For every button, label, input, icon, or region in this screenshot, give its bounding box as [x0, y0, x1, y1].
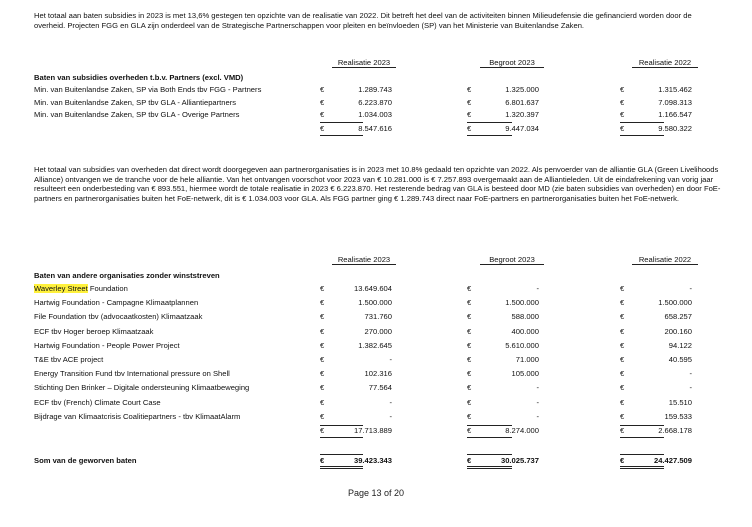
- sum-underline: [620, 437, 664, 438]
- value-r2023: -: [389, 355, 392, 364]
- currency-symbol: €: [320, 426, 325, 435]
- currency-symbol: €: [620, 124, 625, 133]
- currency-symbol: €: [467, 411, 472, 421]
- currency-symbol: €: [620, 326, 625, 336]
- value-b2023: 30.025.737: [500, 456, 539, 465]
- highlighted-label-text: Waverley Street: [34, 284, 88, 293]
- table-row: [34, 397, 724, 408]
- header-realisatie-2022: Realisatie 2022: [632, 58, 698, 68]
- row-label: Energy Transition Fund tbv International pressure on Shell: [34, 369, 230, 379]
- currency-symbol: €: [467, 397, 472, 407]
- currency-symbol: €: [467, 298, 472, 308]
- sum-underline: [467, 437, 512, 438]
- value-b2023: 105.000: [511, 369, 539, 379]
- value-r2022: 40.595: [668, 355, 692, 364]
- value-b2023: -: [536, 411, 539, 421]
- double-underline: [620, 466, 664, 469]
- table1-total-row: [34, 123, 724, 134]
- table-row: [34, 340, 724, 351]
- table-row: [34, 326, 724, 337]
- row-label: Bijdrage van Klimaatcrisis Coalitiepartners - tbv KlimaatAlarm: [34, 411, 241, 421]
- table-row: [34, 354, 724, 365]
- currency-symbol: €: [620, 411, 625, 421]
- currency-symbol: €: [467, 97, 472, 107]
- currency-symbol: €: [467, 284, 472, 293]
- currency-symbol: €: [320, 298, 325, 308]
- value-r2023: 270.000: [364, 326, 392, 336]
- currency-symbol: €: [320, 340, 325, 350]
- value-r2022: 9.580.322: [658, 124, 692, 133]
- table1-column-headers: [34, 58, 724, 69]
- page-footer: Page 13 of 20: [347, 488, 405, 498]
- table2-total-row: [34, 425, 724, 436]
- table-row: [34, 97, 724, 108]
- currency-symbol: €: [620, 110, 625, 119]
- row-label: Min. van Buitenlandse Zaken, SP tbv GLA - Overige Partners: [34, 110, 240, 119]
- currency-symbol: €: [320, 369, 325, 379]
- sum-underline: [620, 135, 664, 136]
- value-b2023: 71.000: [515, 355, 539, 364]
- value-b2023: 9.447.034: [505, 124, 539, 133]
- value-r2023: 1.500.000: [358, 298, 392, 308]
- value-r2023: 1.034.003: [358, 110, 392, 119]
- value-b2023: -: [536, 284, 539, 293]
- sum-underline: [320, 437, 363, 438]
- currency-symbol: €: [620, 284, 625, 293]
- currency-symbol: €: [320, 110, 325, 119]
- value-r2022: 94.122: [668, 340, 692, 350]
- sum-underline: [467, 135, 512, 136]
- table-row: [34, 368, 724, 379]
- value-r2022: 1.500.000: [658, 298, 692, 308]
- currency-symbol: €: [620, 397, 625, 407]
- value-r2022: -: [689, 383, 692, 393]
- table1-title: [34, 72, 724, 83]
- currency-symbol: €: [320, 397, 325, 407]
- table-row: [34, 109, 724, 120]
- value-r2022: 7.098.313: [658, 97, 692, 107]
- table-row: [34, 297, 724, 308]
- header-realisatie-2022: Realisatie 2022: [632, 255, 698, 265]
- value-r2022: 1.166.547: [658, 110, 692, 119]
- row-label: Min. van Buitenlandse Zaken, SP tbv GLA - Alliantiepartners: [34, 97, 237, 107]
- value-b2023: 400.000: [511, 326, 539, 336]
- currency-symbol: €: [620, 456, 625, 465]
- currency-symbol: €: [467, 355, 472, 364]
- row-label: [34, 283, 128, 294]
- value-b2023: 588.000: [511, 312, 539, 322]
- currency-symbol: €: [320, 97, 325, 107]
- currency-symbol: €: [320, 355, 325, 364]
- value-b2023: 1.320.397: [505, 110, 539, 119]
- currency-symbol: €: [620, 312, 625, 322]
- value-r2022: 658.257: [664, 312, 692, 322]
- value-r2023: 13.649.604: [353, 284, 392, 293]
- currency-symbol: €: [620, 426, 625, 435]
- table2-title: [34, 270, 724, 281]
- header-begroot-2023: Begroot 2023: [480, 255, 544, 265]
- currency-symbol: €: [620, 97, 625, 107]
- value-r2022: 159.533: [664, 411, 692, 421]
- value-r2023: 1.382.645: [358, 340, 392, 350]
- currency-symbol: €: [320, 124, 325, 133]
- value-r2023: 102.316: [364, 369, 392, 379]
- currency-symbol: €: [467, 426, 472, 435]
- value-b2023: 8.274.000: [505, 426, 539, 435]
- header-begroot-2023: Begroot 2023: [480, 58, 544, 68]
- value-b2023: 5.610.000: [505, 340, 539, 350]
- double-underline: [467, 466, 512, 469]
- value-b2023: 1.325.000: [505, 85, 539, 94]
- value-r2023: 1.289.743: [358, 85, 392, 94]
- double-underline: [320, 466, 363, 469]
- value-b2023: 1.500.000: [505, 298, 539, 308]
- currency-symbol: €: [467, 110, 472, 119]
- currency-symbol: €: [467, 85, 472, 94]
- value-r2022: 2.668.178: [658, 426, 692, 435]
- value-r2022: 1.315.462: [658, 85, 692, 94]
- currency-symbol: €: [320, 284, 325, 293]
- value-r2023: -: [389, 411, 392, 421]
- middle-paragraph: Het totaal van subsidies van overheden dat direct wordt doorgegeven aan partnerorganisaties is in 2023 met 10.8% gedaald ten opzichte van 2022. Als penvoerder van de alliantie GLA (Green Livelihoods Alliance) ontvangen we de tranche voor de hele alliantie. Van het ontvangen voorschot voor 2023 van € 10.281.000 is € 7.257.893 overgemaakt aan de Alliantieleden. Uit de eindafrekening van vorig jaar resulteert een onderbesteding van € 893.551, hiermee wordt de totale realisatie in 2023 € 6.223.870. Het resterende bedrag van GLA is besteed door MD (zie baten subsidies van overheden) en door FoE-partners en partnerorganisaties buiten het FoE-netwerk, dit is € 1.034.003 voor GLA. Als FGG partner ging € 1.289.743 direct naar FoE-partners en partnerorganisaties buiten het FoE-netwerk.: [34, 165, 721, 204]
- value-r2022: 24.427.509: [653, 456, 692, 465]
- currency-symbol: €: [620, 85, 625, 94]
- value-r2022: -: [689, 284, 692, 293]
- row-label: File Foundation tbv (advocaatkosten) Klimaatzaak: [34, 312, 203, 322]
- grand-total-row: [34, 455, 724, 466]
- currency-symbol: €: [467, 124, 472, 133]
- header-realisatie-2023: Realisatie 2023: [332, 255, 396, 265]
- value-r2023: 6.223.870: [358, 97, 392, 107]
- row-label: Stichting Den Brinker – Digitale ondersteuning Klimaatbeweging: [34, 383, 250, 393]
- row-label: Min. van Buitenlandse Zaken, SP via Both Ends tbv FGG - Partners: [34, 85, 262, 94]
- row-label: T&E tbv ACE project: [34, 355, 104, 364]
- table-row: [34, 283, 724, 294]
- currency-symbol: €: [620, 298, 625, 308]
- value-b2023: 6.801.637: [505, 97, 539, 107]
- table-row: [34, 382, 724, 393]
- value-r2023: 8.547.616: [358, 124, 392, 133]
- sum-underline: [320, 135, 363, 136]
- currency-symbol: €: [620, 369, 625, 379]
- intro-paragraph: Het totaal aan baten subsidies in 2023 is met 13,6% gestegen ten opzichte van de realisatie van 2022. Dit betreft het deel van de activiteiten binnen Milieudefensie die gefinancierd worden door de overheid. Projecten FGG en GLA zijn onderdeel van de Strategische Partnerschappen voor pleiten en beïnvloeden (SP) van het Ministerie van Buitenlandse Zaken.: [34, 11, 692, 30]
- currency-symbol: €: [320, 411, 325, 421]
- row-label: Som van de geworven baten: [34, 456, 137, 465]
- currency-symbol: €: [467, 369, 472, 379]
- value-b2023: -: [536, 397, 539, 407]
- currency-symbol: €: [620, 383, 625, 393]
- currency-symbol: €: [320, 85, 325, 94]
- currency-symbol: €: [320, 312, 325, 322]
- value-r2023: 39.423.343: [353, 456, 392, 465]
- table1-title-text: Baten van subsidies overheden t.b.v. Partners (excl. VMD): [34, 73, 244, 82]
- table2-title-text: Baten van andere organisaties zonder winststreven: [34, 271, 220, 280]
- value-r2023: -: [389, 397, 392, 407]
- currency-symbol: €: [320, 456, 325, 465]
- currency-symbol: €: [467, 340, 472, 350]
- currency-symbol: €: [467, 326, 472, 336]
- row-label: Hartwig Foundation - People Power Project: [34, 340, 180, 350]
- value-r2022: 200.160: [664, 326, 692, 336]
- row-label: ECF tbv Hoger beroep Klimaatzaak: [34, 326, 154, 336]
- value-r2023: 17.713.889: [353, 426, 392, 435]
- row-label: ECF tbv (French) Climate Court Case: [34, 397, 161, 407]
- value-r2023: 731.760: [364, 312, 392, 322]
- table-row: [34, 311, 724, 322]
- row-label: Hartwig Foundation - Campagne Klimaatplannen: [34, 298, 199, 308]
- currency-symbol: €: [467, 383, 472, 393]
- currency-symbol: €: [467, 456, 472, 465]
- value-r2023: 77.564: [368, 383, 392, 393]
- table-row: [34, 411, 724, 422]
- value-r2022: 15.510: [668, 397, 692, 407]
- currency-symbol: €: [467, 312, 472, 322]
- value-b2023: -: [536, 383, 539, 393]
- currency-symbol: €: [320, 383, 325, 393]
- table-row: [34, 84, 724, 95]
- table2-column-headers: [34, 255, 724, 266]
- currency-symbol: €: [620, 355, 625, 364]
- currency-symbol: €: [620, 340, 625, 350]
- currency-symbol: €: [320, 326, 325, 336]
- value-r2022: -: [689, 369, 692, 379]
- header-realisatie-2023: Realisatie 2023: [332, 58, 396, 68]
- row-label-rest: Foundation: [87, 284, 128, 293]
